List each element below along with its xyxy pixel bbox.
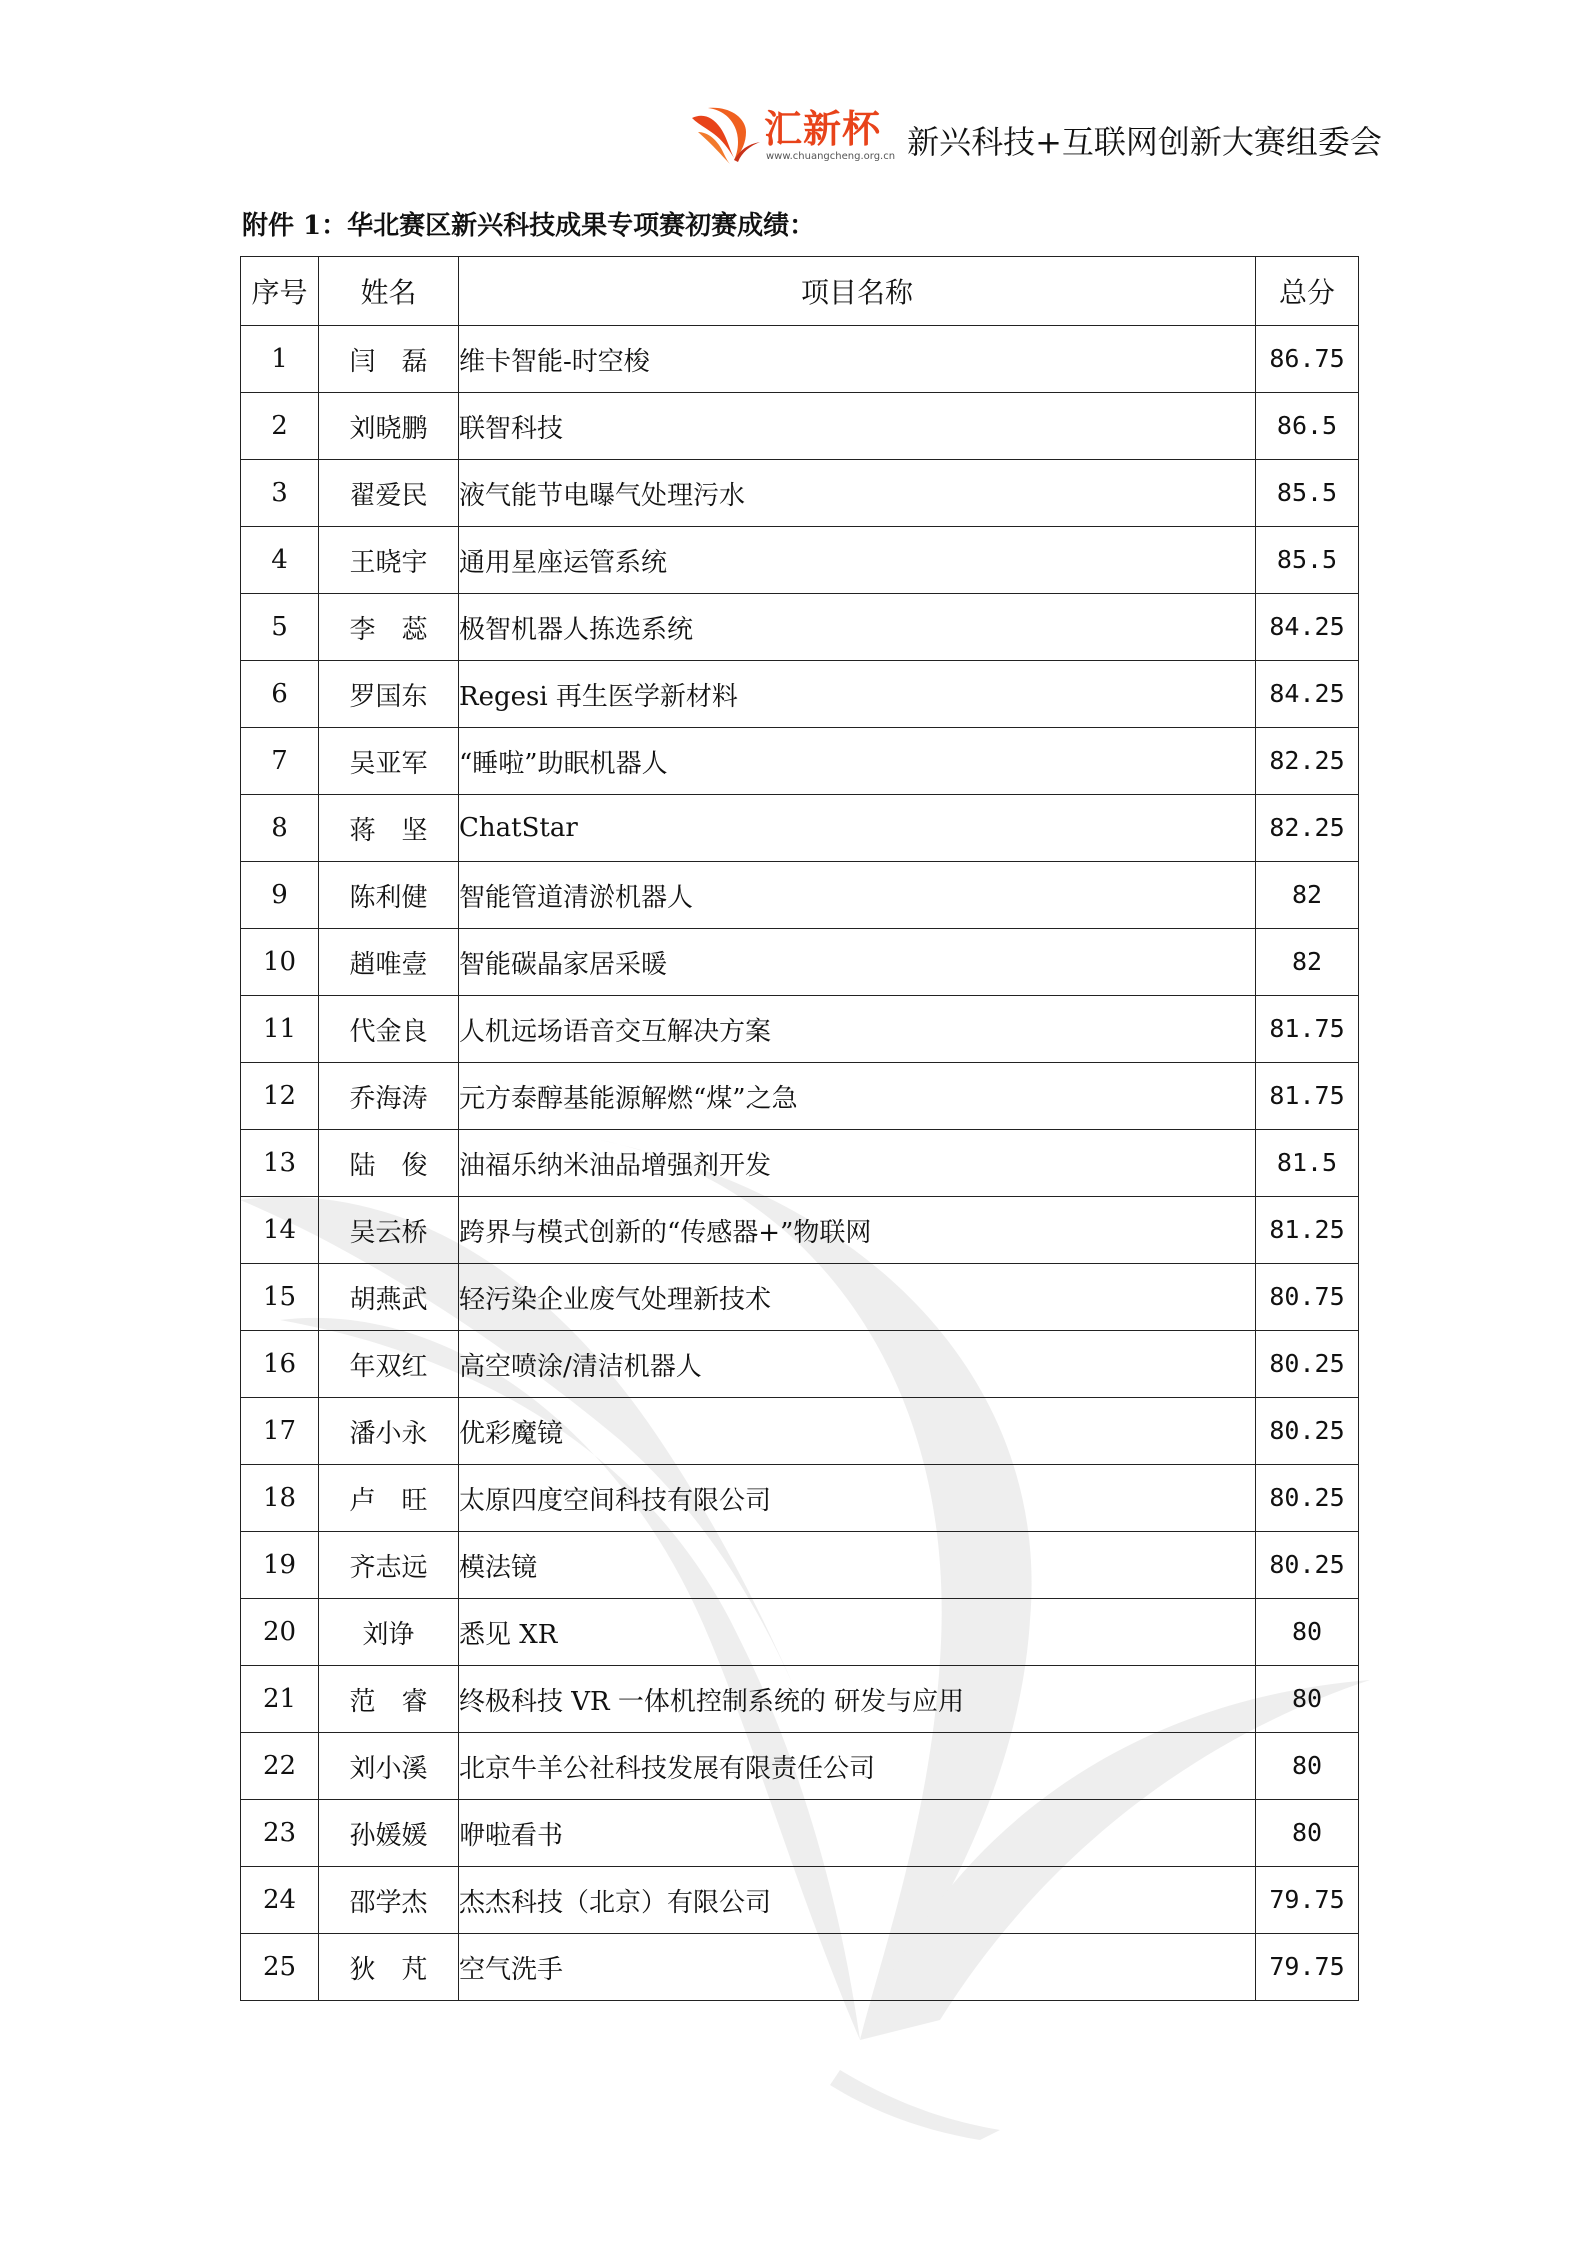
cell-score: 82 (1291, 880, 1323, 909)
cell-no: 17 (241, 1398, 319, 1465)
cell-project: 悉见 XR (459, 1599, 1256, 1666)
cell-score: 80.25 (1269, 1483, 1345, 1512)
cell-project: 北京牛羊公社科技发展有限责任公司 (459, 1733, 1256, 1800)
cell-name: 蒋 坚 (319, 795, 459, 862)
cell-name: 吴云桥 (319, 1197, 459, 1264)
cell-no: 5 (241, 594, 319, 661)
cell-score: 82.25 (1269, 813, 1345, 842)
cell-score: 86.5 (1276, 411, 1338, 440)
cell-score: 80 (1291, 1617, 1323, 1646)
table-row (241, 1130, 1359, 1197)
cell-no: 4 (241, 527, 319, 594)
cell-project: 高空喷涂/清洁机器人 (459, 1331, 1256, 1398)
table-row (241, 795, 1359, 862)
cell-name: 吴亚军 (319, 728, 459, 795)
cell-name: 孙媛媛 (319, 1800, 459, 1867)
cell-name: 范 睿 (319, 1666, 459, 1733)
cell-name: 胡燕武 (319, 1264, 459, 1331)
brand-swoosh-icon (690, 104, 760, 166)
cell-no: 10 (241, 929, 319, 996)
cell-no: 20 (241, 1599, 319, 1666)
table-row (241, 1063, 1359, 1130)
cell-score: 80.75 (1269, 1282, 1345, 1311)
cell-score: 80 (1291, 1818, 1323, 1847)
organizer-title: 新兴科技+互联网创新大赛组委会 (907, 123, 1382, 161)
cell-no: 22 (241, 1733, 319, 1800)
page-header (690, 100, 1382, 170)
table-row (241, 326, 1359, 393)
cell-no: 13 (241, 1130, 319, 1197)
table-row (241, 460, 1359, 527)
cell-score: 84.25 (1269, 612, 1345, 641)
cell-score: 81.25 (1269, 1215, 1345, 1244)
cell-name: 潘小永 (319, 1398, 459, 1465)
cell-project: 智能管道清淤机器人 (459, 862, 1256, 929)
cell-score: 81.75 (1269, 1014, 1345, 1043)
cell-project: 人机远场语音交互解决方案 (459, 996, 1256, 1063)
cell-name: 齐志远 (319, 1532, 459, 1599)
cell-project: 终极科技 VR 一体机控制系统的 研发与应用 (459, 1666, 1256, 1733)
table-row (241, 1532, 1359, 1599)
cell-project: 优彩魔镜 (459, 1398, 1256, 1465)
attachment-title: 附件 1：华北赛区新兴科技成果专项赛初赛成绩： (242, 211, 816, 241)
logo-url: www.chuangcheng.org.cn (766, 151, 896, 162)
cell-score: 79.75 (1269, 1952, 1345, 1981)
cell-project: 太原四度空间科技有限公司 (459, 1465, 1256, 1532)
table-row (241, 862, 1359, 929)
header-name: 姓名 (319, 257, 459, 326)
cell-no: 21 (241, 1666, 319, 1733)
cell-name: 乔海涛 (319, 1063, 459, 1130)
table-row (241, 393, 1359, 460)
cell-score: 85.5 (1276, 478, 1338, 507)
table-row (241, 1666, 1359, 1733)
cell-no: 16 (241, 1331, 319, 1398)
cell-no: 7 (241, 728, 319, 795)
cell-no: 6 (241, 661, 319, 728)
table-row (241, 527, 1359, 594)
cell-no: 19 (241, 1532, 319, 1599)
cell-no: 9 (241, 862, 319, 929)
header-project: 项目名称 (459, 257, 1256, 326)
cell-name: 卢 旺 (319, 1465, 459, 1532)
cell-project: 空气洗手 (459, 1934, 1256, 2001)
cell-name: 刘小溪 (319, 1733, 459, 1800)
table-row (241, 1398, 1359, 1465)
cell-score: 80 (1291, 1684, 1323, 1713)
cell-name: 趙唯壹 (319, 929, 459, 996)
cell-no: 15 (241, 1264, 319, 1331)
table-row (241, 1867, 1359, 1934)
cell-name: 王晓宇 (319, 527, 459, 594)
cell-name: 刘晓鹏 (319, 393, 459, 460)
cell-no: 14 (241, 1197, 319, 1264)
cell-no: 24 (241, 1867, 319, 1934)
cell-project: “睡啦”助眠机器人 (459, 728, 1256, 795)
cell-project: 轻污染企业废气处理新技术 (459, 1264, 1256, 1331)
cell-score: 85.5 (1276, 545, 1338, 574)
table-row (241, 1733, 1359, 1800)
header-no: 序号 (241, 257, 319, 326)
cell-score: 81.5 (1276, 1148, 1338, 1177)
table-row (241, 661, 1359, 728)
cell-project: 联智科技 (459, 393, 1256, 460)
table-row (241, 1599, 1359, 1666)
cell-no: 2 (241, 393, 319, 460)
cell-score: 80.25 (1269, 1550, 1345, 1579)
table-row (241, 728, 1359, 795)
table-row (241, 1934, 1359, 2001)
cell-no: 11 (241, 996, 319, 1063)
table-row (241, 1465, 1359, 1532)
cell-score: 79.75 (1269, 1885, 1345, 1914)
cell-project: 智能碳晶家居采暖 (459, 929, 1256, 996)
brand-logo (764, 107, 895, 163)
cell-name: 罗国东 (319, 661, 459, 728)
results-table (240, 256, 1359, 2001)
cell-score: 81.75 (1269, 1081, 1345, 1110)
cell-project: 跨界与模式创新的“传感器+”物联网 (459, 1197, 1256, 1264)
cell-name: 陈利健 (319, 862, 459, 929)
cell-score: 82 (1291, 947, 1323, 976)
cell-project: 极智机器人拣选系统 (459, 594, 1256, 661)
cell-project: 咿啦看书 (459, 1800, 1256, 1867)
cell-no: 18 (241, 1465, 319, 1532)
cell-no: 23 (241, 1800, 319, 1867)
table-row (241, 594, 1359, 661)
cell-project: 通用星座运管系统 (459, 527, 1256, 594)
table-row (241, 929, 1359, 996)
table-row (241, 1264, 1359, 1331)
cell-no: 25 (241, 1934, 319, 2001)
cell-project: 模法镜 (459, 1532, 1256, 1599)
cell-score: 80.25 (1269, 1416, 1345, 1445)
cell-project: 杰杰科技（北京）有限公司 (459, 1867, 1256, 1934)
header-score: 总分 (1256, 257, 1359, 326)
cell-name: 代金良 (319, 996, 459, 1063)
cell-name: 闫 磊 (319, 326, 459, 393)
cell-no: 12 (241, 1063, 319, 1130)
cell-name: 年双红 (319, 1331, 459, 1398)
cell-score: 80.25 (1269, 1349, 1345, 1378)
cell-project: 维卡智能-时空梭 (459, 326, 1256, 393)
logo-text: 汇新杯 (764, 107, 882, 151)
cell-project: 元方泰醇基能源解燃“煤”之急 (459, 1063, 1256, 1130)
cell-score: 84.25 (1269, 679, 1345, 708)
table-row (241, 996, 1359, 1063)
table-row (241, 1800, 1359, 1867)
table-row (241, 1331, 1359, 1398)
cell-project: 油福乐纳米油品增强剂开发 (459, 1130, 1256, 1197)
cell-name: 刘诤 (319, 1599, 459, 1666)
table-header-row (241, 257, 1359, 326)
cell-no: 8 (241, 795, 319, 862)
cell-score: 82.25 (1269, 746, 1345, 775)
cell-project: ChatStar (459, 795, 1256, 862)
cell-name: 狄 芃 (319, 1934, 459, 2001)
cell-no: 3 (241, 460, 319, 527)
cell-score: 80 (1291, 1751, 1323, 1780)
cell-score: 86.75 (1269, 344, 1345, 373)
cell-name: 翟爱民 (319, 460, 459, 527)
cell-name: 邵学杰 (319, 1867, 459, 1934)
table-row (241, 1197, 1359, 1264)
cell-no: 1 (241, 326, 319, 393)
cell-name: 陆 俊 (319, 1130, 459, 1197)
cell-project: 液气能节电曝气处理污水 (459, 460, 1256, 527)
cell-name: 李 蕊 (319, 594, 459, 661)
cell-project: Regesi 再生医学新材料 (459, 661, 1256, 728)
